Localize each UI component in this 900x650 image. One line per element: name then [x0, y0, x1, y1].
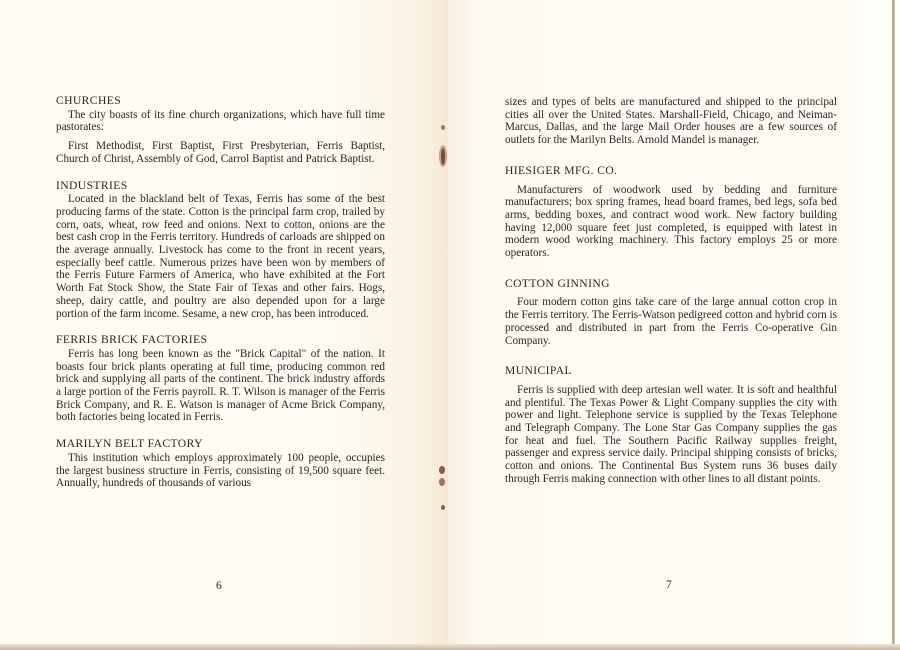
section-marilyn-belt-factory: [56, 438, 385, 490]
bottom-edge: [0, 644, 900, 650]
paragraph: Ferris has long been known as the "Brick Capital" of the nation. It boasts four brick plants operating at full time, producing common red brick and supplying all parts of the continent. The brick industry affords a large portion of the Ferris payroll. R. T. Wilson is manager of the Ferris Brick Company, and R. E. Watson is manager of Acme Brick Company, both factories being located in Ferris.: [56, 347, 385, 424]
staple-stain-lower-2: [439, 478, 445, 486]
church-list: First Methodist, First Baptist, First Presbyterian, Ferris Baptist, Church of Christ, Assembly of God, Carrol Baptist and Patrick Baptist.: [56, 140, 385, 165]
section-heading: COTTON GINNING: [505, 276, 610, 290]
section-heading: HIESIGER MFG. CO.: [505, 163, 618, 177]
section-industries: [56, 180, 385, 321]
section-heading: FERRIS BRICK FACTORIES: [56, 333, 208, 347]
section-heading: MUNICIPAL: [505, 364, 572, 378]
section-heading: CHURCHES: [56, 94, 122, 107]
left-column: [56, 95, 385, 501]
staple-stain-top: [441, 125, 445, 130]
page-edge-line: [892, 0, 895, 650]
paragraph: Four modern cotton gins take care of the large annual cotton crop in the Ferris territory. The Ferris-Watson pedigreed cotton and hybrid corn is processed and distributed in part from the Ferris Co-operative Gin Company.: [505, 296, 837, 347]
paragraph: This institution which employs approximately 100 people, occupies the largest business structure in Ferris, consisting of 19,500 square feet. Annually, hundreds of thousands of various: [56, 451, 385, 490]
section-cotton-ginning: [505, 278, 837, 348]
section-heading: INDUSTRIES: [56, 178, 128, 192]
paragraph: Ferris is supplied with deep artesian well water. It is soft and healthful and plentiful. The Texas Power & Light Company supplies the city with power and light. Telephone service is supplied by the Texas Telephone and Telegraph Company. The Lone Star Gas Company supplies the gas for heat and fuel. The Southern Pacific Railway supplies freight, passenger and express service daily. Principal shipping consists of bricks, cotton and onions. The Continental Bus System runs 36 buses daily through Ferris making connection with other lines to all distant points.: [505, 383, 837, 485]
paragraph: The city boasts of its fine church organizations, which have full time pastorates:: [56, 108, 385, 134]
page-number-right: 7: [666, 579, 672, 591]
staple-stain-lower: [439, 466, 445, 474]
continuation-block: [505, 96, 837, 147]
section-heading: MARILYN BELT FACTORY: [56, 437, 203, 451]
section-hiesiger-mfg-co: [505, 165, 837, 260]
staple-stain-bottom: [441, 505, 445, 510]
section-churches: [56, 95, 385, 166]
right-column: [505, 96, 837, 500]
continuation-paragraph: sizes and types of belts are manufactured and shipped to the principal cities all over the United States. Marshall-Field, Chicago, and Neiman-Marcus, Dallas, and the large Mail Order houses are a few sources of outlets for the Marilyn Belts. Arnold Mandel is manager.: [505, 96, 837, 147]
paragraph: Located in the blackland belt of Texas, Ferris has some of the best producing farms of the state. Cotton is the principal farm crop, trailed by corn, oats, wheat, row feed and onions. Next to cotton, onions are the best cash crop in the Ferris territory. Hundreds of carloads are shipped on the average annually. Livestock has come to the front in recent years, especially beef cattle. Numerous prizes have been won by members of the Ferris Future Farmers of America, who have exhibited at the Fort Worth Fat Stock Show, the State Fair of Texas and other fairs. Hogs, sheep, dairy cattle, and poultry are also depended upon for a large portion of the farm income. Sesame, a new crop, has been introduced.: [56, 193, 385, 320]
staple-stain-upper-core: [441, 148, 445, 165]
page-number-left: 6: [216, 580, 222, 592]
paragraph: Manufacturers of woodwork used by bedding and furniture manufacturers; box spring frames, head board frames, bed legs, sofa bed arms, bedding boxes, and contract wood work. New factory building having 12,000 square feet just completed, is equipped with latest in modern wood working machinery. This factory employs 25 or more operators.: [505, 183, 837, 260]
section-ferris-brick-factories: [56, 334, 385, 424]
section-municipal: [505, 365, 837, 485]
